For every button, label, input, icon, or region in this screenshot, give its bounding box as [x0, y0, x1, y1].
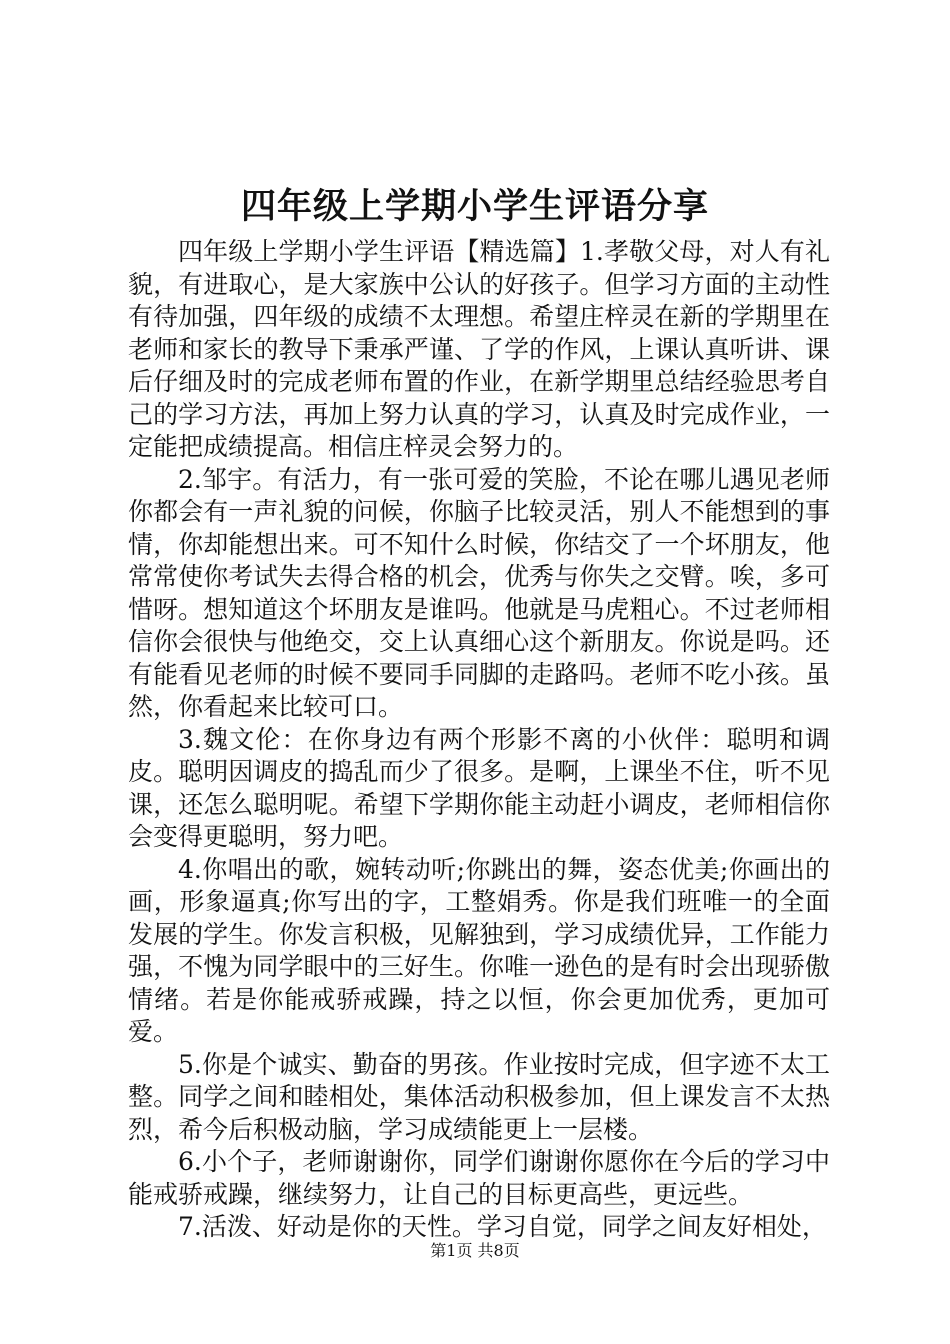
paragraph-5: 5.你是个诚实、勤奋的男孩。作业按时完成，但字迹不太工整。同学之间和睦相处，集体活动积极参加，但上课发言不太热烈，希今后积极动脑，学习成绩能更上一层楼。	[128, 1049, 830, 1144]
paragraph-4: 4.你唱出的歌，婉转动听;你跳出的舞，姿态优美;你画出的画，形象逼真;你写出的字，工整娟秀。你是我们班唯一的全面发展的学生。你发言积极，见解独到，学习成绩优异，工作能力强，不愧为同学眼中的三好生。你唯一逊色的是有时会出现骄傲情绪。若是你能戒骄戒躁，持之以恒，你会更加优秀，更加可爱。	[128, 854, 830, 1046]
document-title: 四年级上学期小学生评语分享	[240, 186, 709, 227]
page-number-footer: 第1页 共8页	[430, 1241, 520, 1260]
paragraph-3: 3.魏文伦：在你身边有两个形影不离的小伙伴：聪明和调皮。聪明因调皮的捣乱而少了很多。是啊，上课坐不住，听不见课，还怎么聪明呢。希望下学期你能主动赶小调皮，老师相信你会变得更聪明，努力吧。	[128, 724, 830, 851]
paragraph-7: 7.活泼、好动是你的天性。学习自觉，同学之间友好相处，	[178, 1212, 827, 1241]
paragraph-2: 2.邹宇。有活力，有一张可爱的笑脸，不论在哪儿遇见老师你都会有一声礼貌的问候，你脑子比较灵活，别人不能想到的事情，你却能想出来。可不知什么时候，你结交了一个坏朋友，他常常使你考试失去得合格的机会，优秀与你失之交臂。唉，多可惜呀。想知道这个坏朋友是谁吗。他就是马虎粗心。不过老师相信你会很快与他绝交，交上认真细心这个新朋友。你说是吗。还有能看见老师的时候不要同手同脚的走路吗。老师不吃小孩。虽然，你看起来比较可口。	[128, 464, 830, 721]
document-body	[128, 236, 830, 1244]
paragraph-6: 6.小个子，老师谢谢你，同学们谢谢你愿你在今后的学习中能戒骄戒躁，继续努力，让自己的目标更高些，更远些。	[128, 1147, 830, 1209]
paragraph-1: 四年级上学期小学生评语【精选篇】1.孝敬父母，对人有礼貌，有进取心，是大家族中公认的好孩子。但学习方面的主动性有待加强，四年级的成绩不太理想。希望庄梓灵在新的学期里在老师和家长的教导下秉承严谨、了学的作风，上课认真听讲、课后仔细及时的完成老师布置的作业，在新学期里总结经验思考自己的学习方法，再加上努力认真的学习，认真及时完成作业，一定能把成绩提高。相信庄梓灵会努力的。	[128, 237, 830, 461]
